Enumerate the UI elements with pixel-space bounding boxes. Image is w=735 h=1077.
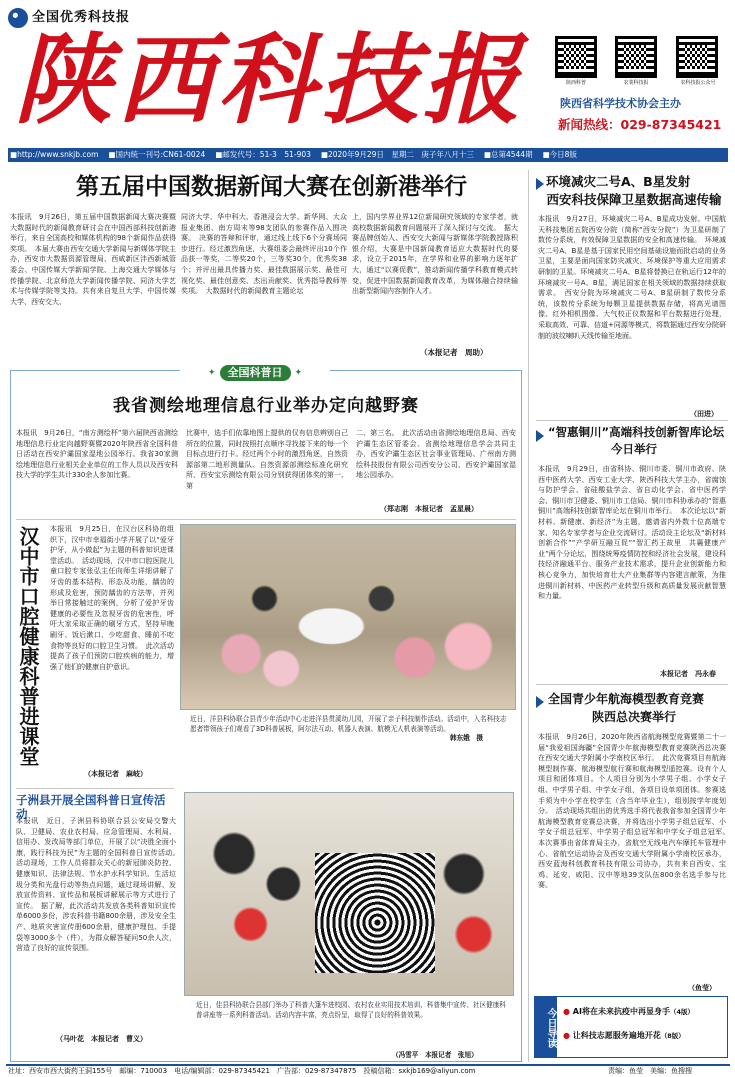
today-guide: [534, 996, 728, 1058]
arrow-icon: [536, 430, 544, 442]
post-code: ■邮发代号：51-3 51-903: [215, 150, 311, 159]
popsci-col-1: 本报讯 9月26日，“南方测绘杯”第六届陕西省测绘地理信息行业定向越野赛暨2020年陕西省全国科普日活动在西安沪灞国家湿地公园举行。我省30家测绘地理信息行业相关企业单位的工作人员以及西安科技大学的学生共计330余人参加比赛。: [16, 429, 178, 480]
right1-headline-1: 环境减灾二号A、B星发射: [546, 174, 691, 189]
guide-item-text: 让科技志愿服务遍地开花: [572, 1031, 661, 1040]
divider: [16, 788, 174, 789]
right3-headline-1: 全国青少年航海模型教育竞赛: [548, 692, 705, 706]
qr-label-2: 农業科技报: [623, 80, 649, 86]
right2-headline-2: 今日举行: [611, 442, 657, 456]
hanzhong-byline: （本报记者 麻岐）: [84, 770, 147, 778]
hanzhong-text: 本报讯 9月25日，在汉台区科协的组织下，汉中市幸福街小学开展了以“爱牙护牙，从小做起”为主题的科普知识进课堂活动。 活动现场，汉中市口腔医院儿童口腔专家张弘主任向师生详细讲解了牙齿的基本结构、形态及功能，龋齿的形成及危害，预防龋齿的方法等，并列举日常接触过的案例，分析了爱护牙齿健康的必要性及忽视牙齿的危害性，呼吁大家采取正确的刷牙方式，坚持早晚刷牙、饭后漱口、少吃甜食、睡前不吃食物等良好的口腔卫生习惯。 此次活动提高了孩子们预防口腔疾病的能力，增强了他们的健康自护意识。: [50, 525, 174, 671]
masthead-tagline: 全国优秀科技报: [32, 10, 131, 25]
right1-text: 本报讯 9月27日，环境减灾二号A、B星成功发射。中国航天科技集团五院西安分院（简称“西安分院”）为卫星研制了数传分系统，有效保障卫星数据的安全和高速传输。 环境减灾二号A、B星是基于国家民用空间基础设施而批启动的业务卫星，主要是面向国家防灾减灾、环境保护等重大应用需求研制的卫星。环境减灾二号A、B星将替换已在轨运行12年的环境减灾一号A、B星，满足国家在相关领域的数据持续获取需求。 西安分院为环境减灾二号A、B星研制了数传分系统，该数传分系统为每颗卫星提供数据存储，将高光谱图像、红外相机图像、大气校正仪数据和平台数据进行处理，采取高效、可靠、信道+同源等模式，将数据通过西安分院研制的波纹喇叭天线传输至地面。: [538, 215, 726, 340]
popsci-byline: （郑志刚 本报记者 孟星晨）: [380, 505, 478, 513]
right3-byline: （鱼莹）: [688, 984, 716, 992]
guide-item-page: （4版）: [669, 1008, 694, 1016]
issue-date: ■2020年9月29日 星期二 庚子年八月十三: [320, 150, 474, 159]
bullet-icon: ●: [563, 1007, 570, 1016]
photo1-caption: 近日，洋县科协联合县青少年活动中心走进洋县贯溪幼儿园，开展了亲子科技制作活动。活动中，入名科技志愿者带领孩子们观看了3D科普展板，阿尔法互动、机器人表演、航模无人机表演等活动。: [190, 715, 507, 733]
page-count: ■今日8版: [542, 150, 577, 159]
guide-item-page: （8版）: [660, 1032, 685, 1040]
hanzhong-vertical-title: 汉中市口腔健康科普进课堂: [16, 526, 40, 766]
hotline: 新闻热线：029-87345421: [558, 117, 722, 132]
column-divider: [528, 170, 529, 1062]
right3-text: 本报讯 9月26日，2020年陕西省航海模型竞赛暨第二十一届“我爱祖国海疆”全国青少年航海模型教育竞赛陕西总决赛在西安交通大学附属小学南校区举行。 此次竞赛项目有航海模型制作赛、航海模型航行赛和航海模型遥控赛。设有个人项目和团体项目。个人项目分别为小学男子组、小学女子组、中学男子组、中学女子组，各项目设单项团体。参赛选手须为中小学在校学生（含当年毕业生），组别按学年度划分。 活动现场共组出的优秀选手将代表我省参加全国青少年航海模型教育竞赛总决赛，并将选出小学男子组总冠军、小学女子组总冠军、中学男子组总冠军和中学女子组总冠军。 本次赛事由省体育局主办，省航空无线电汽车摩托车管理中心、省航空运动协会及西安交通大学附属小学南校区承办，西安蓝海科创教育科技有限公司协办，共有来自西安、宝鸡、延安、咸阳、汉中等地39支队伍800余名选手参与比赛。: [538, 733, 733, 890]
photo-spiral-class: [184, 792, 514, 996]
qr-code-3: [676, 36, 718, 78]
popsci-headline: 我省测绘地理信息行业举办定向越野赛: [113, 396, 419, 416]
footer-address: 社址：西安市西大街药王洞155号 邮编：710003 电话/编辑部：029-87345421 广告部：029-87347875 投稿信箱：sxkjb169@aliyun.com: [8, 1067, 476, 1075]
website-link[interactable]: ■http://www.snkjb.com: [10, 150, 99, 159]
guide-item[interactable]: [563, 1031, 725, 1042]
photo1-credit: 韩东娥 摄: [450, 734, 483, 742]
qr-label-1: 陕西科普: [565, 80, 586, 86]
photo-robot-show: [180, 524, 516, 710]
divider: [536, 420, 728, 421]
popsci-col-2: 比赛中，选手们依靠地图上提供的仅有信息辨别自己所在的位置，同时按照打点顺序寻找接下来的每一个目标点进行打卡。经过两个小时的激烈角逐，自然资源部第二地形测量队、自然资源部测绘标准化研究所、西安宝乐测绘有限公司分别获得团体奖的第一、第: [186, 429, 348, 490]
popsci-banner-label: 全国科普日: [220, 365, 291, 382]
photo2-credit: （冯雪平 本报记者 张旭）: [392, 1051, 478, 1059]
photo2-caption: 近日，佳县科协联合县部门举办了科普大篷车进校园、农村农业实用技术培训、科普集中宣传、社区健康科普讲座等一系列科普活动。活动内容丰富，亮点纷呈，取得了良好的科普效果。: [196, 1001, 506, 1019]
zizhou-text: 本报讯 近日，子洲县科协联合县公安局交警大队、卫健局、农业农村局、应急管理局、水利局、信用办、发改局等部门单位，开展了以“决胜全面小康，践行科技为民”为主题的全国科普日宣传活动。 活动现场，工作人员将群众关心的新冠肺炎防控、健康知识、法律法规、节水护水科学知识、生活垃圾分类和光盘行动等热点问题，通过现场讲解、发放宣传资料、宣传品和展板讲解展示等方式进行了宣传。 据了解，此次活动共发放各类科普知识宣传单6000多份，涉农科普书籍800余册，涉及安全生产、地质灾害宣传册600余册，健康护理包、手提袋等3000多个（件），为群众解答疑问50余人次，营造了良好的宣传氛围。: [16, 817, 183, 953]
popsci-banner: [180, 364, 330, 382]
zizhou-byline: （马叶花 本报记者 曹义）: [56, 1035, 147, 1043]
zizhou-headline: 子洲县开展全国科普日宣传活动: [16, 793, 166, 821]
popsci-col-3: 二、第三名。 此次活动由省测绘地理信息局、西安沪灞生态区管委会、省测绘地理信息学会共同主办，西安沪灞生态区社会事业管理局、广州南方测绘科技股份有限公司西安分公司、西安沪灞国家湿地公园承办。: [356, 429, 516, 480]
today-guide-label: 今日导读: [535, 997, 557, 1057]
right2-text: 本报讯 9月29日，由省科协、铜川市委、铜川市政府、陕西中医药大学、西安工业大学、陕西科技大学主办，省腐蚀与防护学会、省硅酸盐学会、省自动化学会、省中医药学会、铜川市卫健委、铜川市工信局、铜川市科协承办的“智惠铜川”高端科技创新智库论坛在铜川市举行。 本次论坛以“新材料、新健康、新经济”为主题，邀请省内外数十位高端专家、知名专家学者与企业交流研讨。活动设主论坛及“新材料创新合作”“产学研互融互促”“智汇药王故里 共襄健康产业”两个分论坛，围绕统筹疫情防控和经济社会发展，建设科技经济融通平台、服务产业技术需求，提升企业创新能力和核心竞争力，加快培育壮大产业集群等内容建言献策，为推进铜川新材料、中医药产业转型升级和高质量发展贡献智慧和力量。: [538, 465, 726, 601]
arrow-icon: [536, 696, 544, 708]
masthead-title: 陕西科技报: [14, 23, 525, 138]
issue-number: ■总第4544期: [483, 150, 533, 159]
right2-headline-1: “智惠铜川”高端科技创新智库论坛: [548, 425, 725, 439]
right1-byline: （田进）: [690, 410, 718, 418]
bullet-icon: ●: [563, 1031, 570, 1040]
guide-item[interactable]: [563, 1007, 725, 1018]
guide-item-text: AI将在未来抗疫中再显身手: [572, 1007, 670, 1016]
qr-code-1: [555, 36, 597, 78]
qr-label-3: 农科技报公众号: [680, 80, 716, 86]
lead-headline: 第五届中国数据新闻大赛在创新港举行: [76, 174, 467, 200]
lead-byline: （本报记者 周助）: [420, 348, 488, 357]
lead-col-1: 本报讯 9月26日，第五届中国数据新闻大赛决赛暨大数据时代的新闻教育研讨会在中国西部科技创新港举行，来自全国高校和媒体机构的98个新闻作品获得奖项。 本届大赛由西安交通大学新闻与新媒体学院主办，西安市大数据资源管理局、西咸新区沣西新城管委会、中国传媒大学新闻学院、上海交通大学媒体与传播学院、北京师范大学新闻传播学院、同济大学艺术与传媒学院等支持。共有来自复旦大学、中国传媒大学、西安交大、: [10, 213, 176, 306]
sparkle-icon: ✦: [207, 367, 216, 378]
masthead: [0, 0, 735, 148]
lead-col-2: 同济大学、华中科大、香港浸会大学、新华网、大众报业集团、南方周末等98支团队的参赛作品入围决赛。 决赛的答辩和评审，通过线上线下6个分赛场同步进行。经过激烈角逐，大赛组委会最终评出10个作品获一等奖，二等奖20个，三等奖30个，优秀奖38个；并评出最具传播力奖、最佳数据展示奖、最佳可视化奖、最佳创意奖、杰出贡献奖、优秀指导教师等奖项。 大数据时代的新闻教育主题论坛: [181, 213, 347, 296]
divider: [536, 684, 728, 685]
arrow-icon: [536, 178, 544, 190]
divider: [16, 519, 516, 520]
sparkle-icon: ✦: [294, 367, 303, 378]
info-bar: [8, 148, 728, 162]
footer-editors: 责编：鱼莹 美编：鱼搜搜: [608, 1067, 692, 1075]
right2-byline: 本报记者 冯永春: [660, 670, 716, 678]
qr-code-2: [615, 36, 657, 78]
lead-col-3: 上，国内学界业界12位新闻研究领域的专家学者，就高校数据新闻教育问题展开了深入探讨与交流。 据大赛品牌创始人、西安交大新闻与新媒体学院教授陈积银介绍，大赛是中国新闻教育适应大数据时代的要求，设立于2015年，在学界和业界的影响力逐年扩大，通过“以赛促教”，推动新闻传播学科教育模式转变，促进中国数据新闻教育改革，为媒体融合持续输出新型新闻内容制作人才。: [352, 213, 518, 296]
right1-headline-2: 西安科技保障卫星数据高速传输: [546, 192, 722, 207]
cn-number: ■国内统一刊号:CN61-0024: [108, 150, 206, 159]
sponsor-text: 陕西省科学技术协会主办: [560, 97, 681, 110]
right3-headline-2: 陕西总决赛举行: [591, 710, 676, 724]
